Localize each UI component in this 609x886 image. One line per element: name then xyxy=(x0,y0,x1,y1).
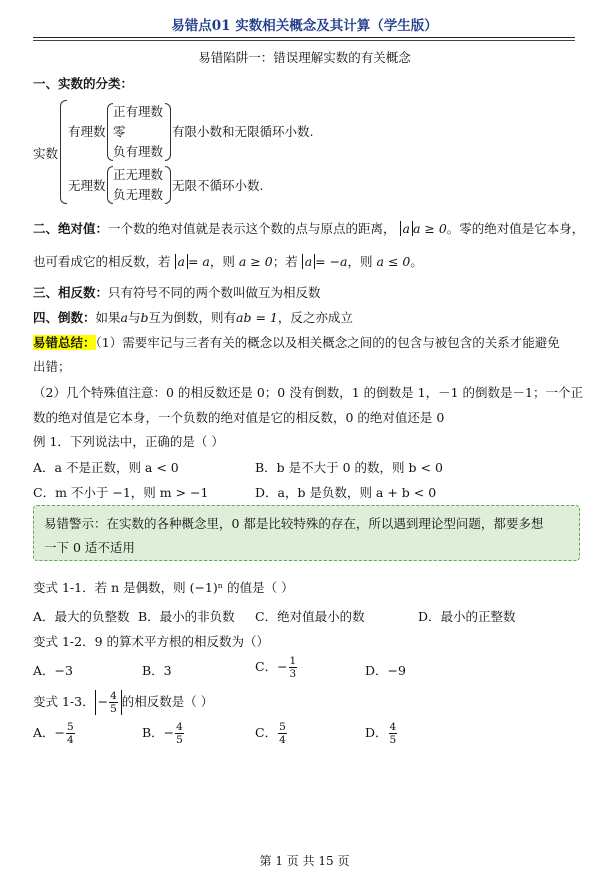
v13-abs-expr xyxy=(95,690,122,715)
rational-item-negative: 负有理数 xyxy=(113,144,164,159)
irrational-desc: 无限不循环小数. xyxy=(172,178,264,193)
page-footer: 第 1 页 共 15 页 xyxy=(259,854,350,868)
rational-right-brace xyxy=(165,103,171,161)
warning-box xyxy=(33,505,580,561)
sec4-text-d: ，反之亦成立 xyxy=(277,310,353,325)
v13-abs-fraction xyxy=(109,690,118,715)
abs-a-2: a xyxy=(175,254,188,269)
v13-suffix: 的相反数是（ ） xyxy=(121,694,214,709)
fraction-numerator: 5 xyxy=(67,721,74,733)
fraction-numerator: 4 xyxy=(389,721,397,733)
v13-c-prefix: C． xyxy=(255,725,278,740)
fraction-numerator: 4 xyxy=(176,721,183,733)
fraction-denominator: 3 xyxy=(289,668,297,680)
v12-c-fraction xyxy=(289,655,298,680)
sec4-var-b: b xyxy=(140,310,149,325)
sec2-math1: = a xyxy=(187,254,210,269)
fraction-denominator: 4 xyxy=(279,734,286,746)
fraction-denominator: 5 xyxy=(110,703,117,715)
sec3-line xyxy=(33,283,321,301)
v13-b-fraction xyxy=(175,721,184,746)
sec2-line1 xyxy=(33,219,584,237)
summary-line2: 出错； xyxy=(33,359,71,374)
v13-abs-sign: − xyxy=(97,694,109,709)
sec4-var-a: a xyxy=(120,310,128,325)
summary-line4: 数的绝对值是它本身，一个负数的绝对值是它的相反数，0 的绝对值还是 0 xyxy=(33,410,445,425)
fraction-denominator: 4 xyxy=(67,734,74,746)
ex1-option-a[interactable]: A．a 不是正数，则 a < 0 xyxy=(33,460,179,475)
v13-a-fraction xyxy=(66,721,75,746)
summary-line3: （2）几个特殊值注意：0 的相反数还是 0；0 没有倒数，1 的倒数是 1，－1 的倒数是－1；一个正 xyxy=(33,385,583,400)
v13-option-b[interactable] xyxy=(142,721,185,746)
document-title: 易错点01 实数相关概念及其计算（学生版） xyxy=(171,18,438,34)
v12-option-c[interactable] xyxy=(255,655,298,680)
v12-c-prefix: C．− xyxy=(255,659,288,674)
v12-question: 变式 1-2．9 的算术平方根的相反数为（） xyxy=(33,634,270,649)
fraction-numerator: 4 xyxy=(110,690,117,702)
v12-option-b[interactable]: B．3 xyxy=(142,663,172,678)
abs-condition: a ≥ 0 xyxy=(412,221,447,236)
sec4-text-a: 如果 xyxy=(95,310,121,325)
ex1-question: 例 1．下列说法中，正确的是（ ） xyxy=(33,434,224,449)
v13-question xyxy=(33,690,213,715)
sec2-line2-e: 。 xyxy=(410,254,423,269)
v11-question: 变式 1-1．若 n 是偶数，则 (−1)ⁿ 的值是（ ） xyxy=(33,580,294,595)
irrational-right-brace xyxy=(165,166,171,204)
sec3-heading: 三、相反数： xyxy=(33,285,109,300)
sec2-math4: a ≤ 0 xyxy=(376,254,411,269)
sec2-line2-b: ，则 xyxy=(209,254,235,269)
sec2-line2-d: ，则 xyxy=(347,254,373,269)
sec2-line2-a: 也可看成它的相反数，若 xyxy=(33,254,171,269)
v13-c-fraction xyxy=(278,721,287,746)
sec1-heading: 一、实数的分类： xyxy=(33,76,134,91)
summary-line1 xyxy=(33,333,560,351)
fraction-numerator: 1 xyxy=(289,655,297,667)
v13-d-prefix: D． xyxy=(365,725,388,740)
rational-item-positive: 正有理数 xyxy=(113,104,164,119)
sec2-math2: a ≥ 0 xyxy=(238,254,273,269)
sec2-line2-c: ；若 xyxy=(272,254,298,269)
ex1-option-b[interactable]: B．b 是不大于 0 的数，则 b < 0 xyxy=(255,460,443,475)
ex1-option-c[interactable]: C．m 不小于 −1，则 m > −1 xyxy=(33,485,209,500)
abs-a-3: a xyxy=(302,254,315,269)
v13-d-fraction xyxy=(389,721,398,746)
v11-option-b[interactable]: B．最小的非负数 xyxy=(138,609,235,624)
irrational-item-positive: 正无理数 xyxy=(113,167,164,182)
irrational-item-negative: 负无理数 xyxy=(113,187,164,202)
fraction-denominator: 5 xyxy=(389,734,397,746)
warning-line2: 一下 0 适不适用 xyxy=(44,540,135,555)
ex1-option-d[interactable]: D．a，b 是负数，则 a + b < 0 xyxy=(255,485,437,500)
header-rule-thick xyxy=(33,37,575,38)
sec4-heading: 四、倒数： xyxy=(33,310,96,325)
section-subtitle: 易错陷阱一：错误理解实数的有关概念 xyxy=(198,50,411,65)
rational-item-zero: 零 xyxy=(113,124,126,139)
tree-root-label: 实数 xyxy=(33,146,59,161)
summary-label: 易错总结： xyxy=(33,335,96,350)
sec2-line2 xyxy=(33,252,423,270)
sec3-text: 只有符号不同的两个数叫做互为相反数 xyxy=(108,285,321,300)
v12-option-d[interactable]: D．−9 xyxy=(365,663,406,678)
rational-desc: 有限小数和无限循环小数. xyxy=(172,124,314,139)
v13-a-prefix: A．− xyxy=(33,725,66,740)
sec4-text-b: 与 xyxy=(127,310,141,325)
header-rule-thin xyxy=(33,40,575,41)
v11-option-a[interactable]: A．最大的负整数 xyxy=(33,609,130,624)
v11-option-d[interactable]: D．最小的正整数 xyxy=(418,609,516,624)
v11-option-c[interactable]: C．绝对值最小的数 xyxy=(255,609,365,624)
irrational-label: 无理数 xyxy=(68,178,106,193)
sec2-text-a: 一个数的绝对值就是表示这个数的点与原点的距离， xyxy=(108,221,396,236)
v12-option-a[interactable]: A．−3 xyxy=(33,663,73,678)
v13-option-d[interactable] xyxy=(365,721,398,746)
sec2-heading: 二、绝对值： xyxy=(33,221,109,236)
sec2-math3: = −a xyxy=(315,254,348,269)
v13-prefix: 变式 1-3． xyxy=(33,694,95,709)
sec4-math: ab = 1 xyxy=(236,310,278,325)
fraction-numerator: 5 xyxy=(279,721,286,733)
sec4-line xyxy=(33,308,353,326)
v13-option-c[interactable] xyxy=(255,721,288,746)
v13-option-a[interactable] xyxy=(33,721,76,746)
summary-text1: （1）需要牢记与三者有关的概念以及相关概念之间的的包含与被包含的关系才能避免 xyxy=(95,335,560,350)
warning-line1: 易错警示：在实数的各种概念里，0 都是比较特殊的存在，所以遇到理论型问题，都要多想 xyxy=(44,516,544,531)
sec2-text-b: 。零的绝对值是它本身， xyxy=(446,221,585,236)
v13-b-prefix: B．− xyxy=(142,725,175,740)
sec4-text-c: 互为倒数，则有 xyxy=(148,310,237,325)
fraction-denominator: 5 xyxy=(176,734,183,746)
root-brace xyxy=(60,100,67,204)
rational-label: 有理数 xyxy=(68,124,106,139)
abs-a: a xyxy=(400,221,413,236)
